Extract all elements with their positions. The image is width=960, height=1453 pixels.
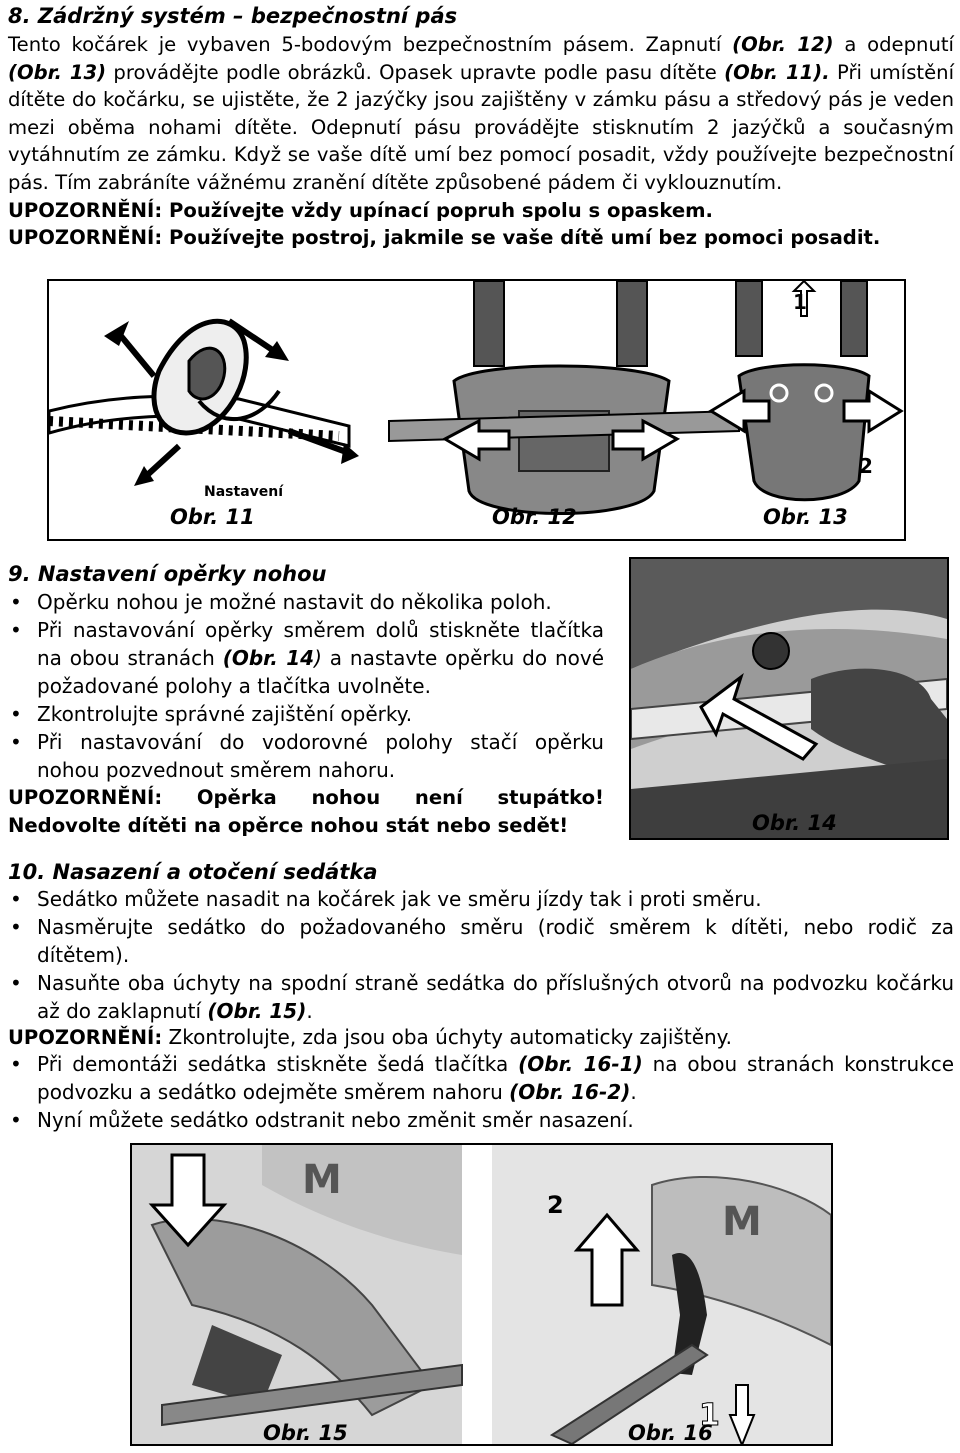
warning-strap: UPOZORNĚNÍ: Používejte vždy upínací popruh spolu s opaskem. — [8, 198, 714, 222]
figure-14-photo — [631, 559, 947, 838]
caption-obr-13: Obr. 13 — [763, 505, 848, 529]
figure-11-13-frame — [47, 279, 906, 541]
list-item: • Při nastavování do vodorovné polohy stačí opěrku nohou pozvednout směrem nahoru. — [8, 728, 604, 784]
fig13-harness-drawing — [711, 281, 901, 500]
fig16-number-2: 2 — [547, 1191, 564, 1219]
list-item: • Sedátko můžete nasadit na kočárek jak ve směru jízdy tak i proti směru. — [8, 885, 954, 913]
warning-footrest: UPOZORNĚNÍ: Opěrka nohou není stupátko! — [8, 786, 604, 809]
list-item: • Při demontáži sedátka stiskněte šedá tlačítka (Obr. 16-1) na obou stranách konstrukce podvozku a sedátko odejměte směrem nahoru (Obr. 16-2). — [8, 1050, 954, 1106]
fig16-seat-photo — [492, 1145, 831, 1444]
figure-14-frame — [629, 557, 949, 840]
ref-obr-16-1: (Obr. 16-1) — [518, 1052, 643, 1076]
warning-footrest-stand: Nedovolte dítěti na opěrce nohou stát nebo sedět! — [8, 814, 569, 837]
caption-obr-14: Obr. 14 — [752, 811, 837, 835]
ref-obr-15: (Obr. 15) — [207, 999, 307, 1023]
section-8-title: 8. Zádržný systém – bezpečnostní pás — [8, 4, 458, 28]
caption-obr-11: Obr. 11 — [170, 505, 255, 529]
figure-11-13-illustration — [49, 281, 904, 539]
list-item: • Nasuňte oba úchyty na spodní straně sedátka do příslušných otvorů na podvozku kočárku až do zaklapnutí (Obr. 15). — [8, 969, 954, 1025]
warning-clips: UPOZORNĚNÍ: Zkontrolujte, zda jsou oba úchyty automaticky zajištěny. — [8, 1025, 733, 1049]
section-10-list-b — [8, 1050, 954, 1134]
warning-harness: UPOZORNĚNÍ: Používejte postroj, jakmile se vaše dítě umí bez pomoci posadit. — [8, 226, 881, 250]
caption-obr-12: Obr. 12 — [492, 505, 577, 529]
fig11-buckle-drawing — [49, 321, 359, 500]
figure-15-16-frame — [130, 1143, 833, 1446]
ref-obr-16-2: (Obr. 16-2) — [509, 1080, 631, 1104]
figure-15-16-photos — [132, 1145, 831, 1444]
section-9-list — [8, 588, 604, 784]
section-8-paragraph: Tento kočárek je vybaven 5-bodovým bezpečnostním pásem. Zapnutí (Obr. 12) a odepnutí (Obr. 13) provádějte podle obrázků. Opasek upravte podle pasu dítěte (Obr. 11). Při umístění dítěte do kočárku, se ujistěte, že 2 jazýčky jsou zajištěny v zámku pásu a středový pás je veden mezi oběma nohami dítěte. Odepnutí pásu provádějte stisknutím 2 jazýčků a současným vytáhnutím ze zámku. Když se vaše dítě umí bez pomocí posadit, vždy používejte bezpečnostní pás. Tím zabráníte vážnému zranění dítěte způsobené pádem či vyklouznutím. UPOZORNĚNÍ: Používejte vždy upínací popruh spolu s opaskem. UPOZORNĚNÍ: Používejte postroj, jakmile se vaše dítě umí bez pomoci posadit. — [8, 31, 954, 252]
fig15-seat-letter: M — [302, 1157, 342, 1203]
list-item: • Nyní můžete sedátko odstranit nebo změnit směr nasazení. — [8, 1106, 954, 1134]
list-item: • Zkontrolujte správné zajištění opěrky. — [8, 700, 604, 728]
ref-obr-12: (Obr. 12) — [732, 33, 834, 56]
section-10-list-a — [8, 885, 954, 1025]
fig16-seat-letter: M — [722, 1199, 762, 1245]
fig11-label-nastaveni: Nastavení — [204, 484, 284, 500]
ref-obr-13: (Obr. 13) — [8, 60, 107, 84]
list-item: • Opěrku nohou je možné nastavit do několika poloh. — [8, 588, 604, 616]
fig13-number-1: 1 — [793, 290, 807, 314]
fig15-seat-photo — [132, 1145, 462, 1444]
ref-obr-14: (Obr. 14 — [222, 646, 315, 670]
caption-obr-16: Obr. 16 — [628, 1421, 713, 1445]
fig12-harness-drawing — [389, 281, 739, 514]
fig16-number-1: 1 — [699, 1398, 720, 1433]
section-9-title: 9. Nastavení opěrky nohou — [8, 562, 327, 586]
list-item: • Nasměrujte sedátko do požadovaného směru (rodič směrem k dítěti, nebo rodič za dítětem). — [8, 913, 954, 969]
fig13-number-2: 2 — [859, 454, 873, 478]
ref-obr-11: (Obr. 11). — [724, 60, 830, 84]
list-item: • Při nastavování opěrky směrem dolů stiskněte tlačítka na obou stranách (Obr. 14) a nastavte opěrku do nové požadované polohy a tlačítka uvolněte. — [8, 616, 604, 700]
caption-obr-15: Obr. 15 — [263, 1421, 348, 1445]
section-10-title: 10. Nasazení a otočení sedátka — [8, 860, 378, 884]
